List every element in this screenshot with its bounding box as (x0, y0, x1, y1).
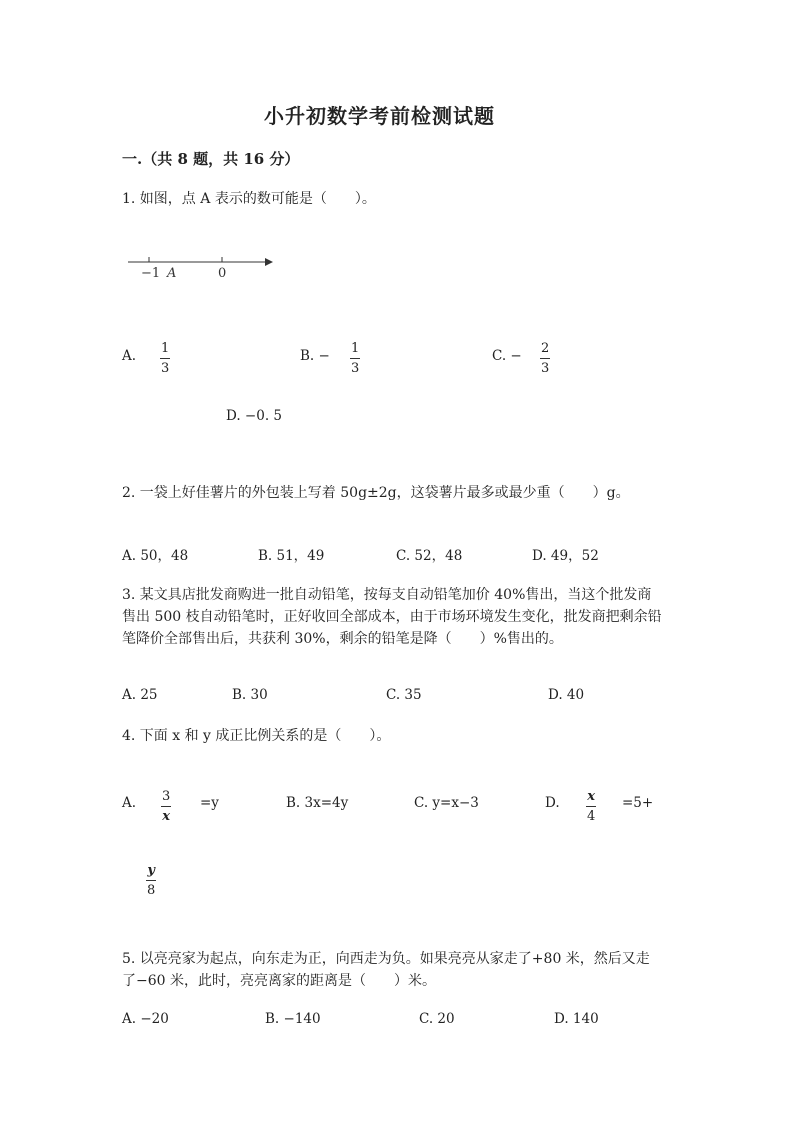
numerator: y (147, 863, 155, 878)
q4-option-d-second-fraction (146, 862, 156, 899)
label-0: 0 (218, 266, 227, 281)
q4-option-c: C. y=x−3 (414, 795, 479, 811)
q4-option-a-label: A. (122, 795, 137, 811)
page-title: 小升初数学考前检测试题 (264, 104, 495, 128)
denominator: 3 (350, 358, 360, 377)
q1-option-d: D. −0. 5 (226, 408, 282, 424)
question-4-text: 4. 下面 x 和 y 成正比例关系的是（ ）。 (122, 728, 391, 744)
denominator: 8 (146, 880, 156, 899)
q3-option-b: B. 30 (232, 687, 268, 703)
question-5-text: 5. 以亮亮家为起点，向东走为正，向西走为负。如果亮亮从家走了+80 米，然后又走了−60 米，此时，亮亮离家的距离是（ ）米。 (122, 951, 650, 989)
q2-option-a: A. 50，48 (122, 548, 189, 564)
q3-option-d: D. 40 (548, 687, 585, 703)
q1-option-c-label: C. − (492, 348, 522, 364)
question-2-text: 2. 一袋上好佳薯片的外包装上写着 50g±2g，这袋薯片最多或最少重（ ）g。 (122, 485, 630, 501)
question-1-text: 1. 如图，点 A 表示的数可能是（ ）。 (122, 191, 376, 207)
section-heading: 一.（共 8 题，共 16 分） (122, 150, 300, 168)
q1-option-c-fraction (540, 340, 550, 377)
q1-option-a-fraction (160, 340, 170, 377)
q5-option-d: D. 140 (554, 1011, 599, 1027)
q3-option-c: C. 35 (386, 687, 422, 703)
denominator: 3 (160, 358, 170, 377)
numerator: 3 (162, 789, 171, 804)
q4-option-a-suffix: =y (200, 795, 219, 811)
q1-option-a-label: A. (122, 348, 137, 364)
q4-option-d-fraction (586, 788, 596, 825)
denominator: 3 (540, 358, 550, 377)
numerator: x (587, 789, 596, 804)
denominator: 4 (586, 806, 596, 825)
q4-option-d-suffix: =5+ (622, 795, 654, 811)
denominator: x (161, 806, 171, 825)
numerator: 1 (161, 341, 170, 356)
label-A: A (167, 266, 177, 281)
label-neg1: −1 (141, 266, 161, 281)
q3-option-a: A. 25 (122, 687, 158, 703)
q5-option-b: B. −140 (265, 1011, 321, 1027)
q1-option-b-fraction (350, 340, 360, 377)
q4-option-d-label: D. (545, 795, 560, 811)
numerator: 2 (541, 341, 550, 356)
q2-option-d: D. 49，52 (532, 548, 599, 564)
numerator: 1 (351, 341, 360, 356)
q4-option-b: B. 3x=4y (286, 795, 349, 811)
q2-option-c: C. 52，48 (396, 548, 463, 564)
q5-option-a: A. −20 (122, 1011, 169, 1027)
question-3-text: 3. 某文具店批发商购进一批自动铅笔，按每支自动铅笔加价 40%售出，当这个批发商售出 500 枝自动铅笔时，正好收回全部成本，由于市场环境发生变化，批发商把剩余铅笔降价全部售出后，共获利 30%，剩余的铅笔是降（ ）%售出的。 (122, 587, 662, 647)
q1-option-b-label: B. − (300, 348, 330, 364)
number-line-figure (125, 250, 275, 286)
q5-option-c: C. 20 (419, 1011, 455, 1027)
q2-option-b: B. 51，49 (258, 548, 325, 564)
q4-option-a-fraction (161, 788, 171, 825)
number-line-arrow (265, 258, 273, 266)
